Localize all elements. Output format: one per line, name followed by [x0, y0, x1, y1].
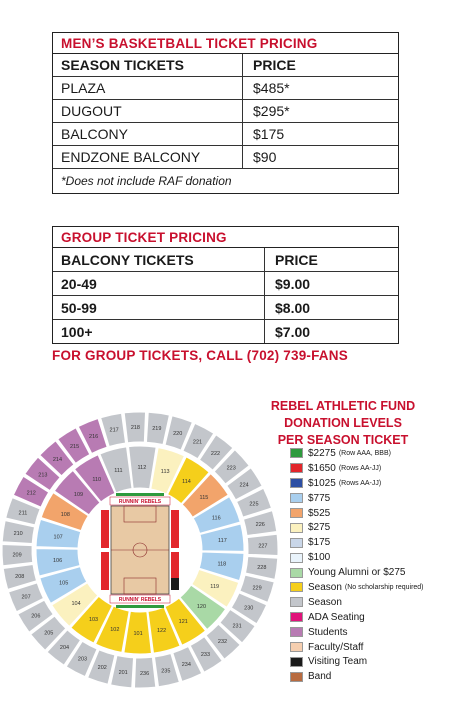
section-label: 209	[12, 552, 22, 559]
section-label: 104	[71, 600, 81, 607]
legend-swatch	[290, 463, 303, 473]
section-label: 228	[257, 564, 267, 571]
legend-label: $100	[308, 552, 331, 564]
section-label: 221	[192, 439, 203, 446]
legend-item	[290, 535, 450, 550]
legend-label: $175	[308, 537, 331, 549]
table-row	[53, 272, 398, 296]
section-label: 235	[161, 668, 171, 675]
section-label: 103	[88, 616, 99, 623]
section-label: 201	[118, 669, 128, 676]
header-balcony-tickets: BALCONY TICKETS	[53, 248, 265, 271]
courtside-row-top	[116, 493, 164, 496]
section-label: 212	[26, 490, 36, 497]
legend-label: Students	[308, 626, 348, 638]
table-row	[53, 320, 398, 343]
section-label: 208	[15, 573, 25, 580]
legend-label: Faculty/Staff	[308, 641, 364, 653]
section-label: 225	[249, 501, 259, 508]
section-label: 213	[38, 472, 48, 479]
legend-swatch	[290, 478, 303, 488]
legend-item	[290, 550, 450, 565]
floor-seats-right-top	[171, 510, 179, 548]
legend-item	[290, 610, 450, 625]
header-price: PRICE	[253, 57, 296, 73]
section-label: 236	[139, 670, 150, 677]
table-row	[53, 146, 398, 169]
section-label: 227	[258, 543, 268, 550]
section-label: 205	[44, 630, 54, 637]
legend-swatch	[290, 568, 303, 578]
section-label: 112	[137, 465, 147, 472]
legend-title-line: DONATION LEVELS	[284, 416, 402, 430]
raf-footnote: *Does not include RAF donation	[61, 174, 232, 188]
group-size: 50-99	[53, 296, 265, 319]
section-label: 231	[232, 623, 242, 630]
donation-legend	[290, 446, 450, 684]
ticket-name: ENDZONE BALCONY	[53, 146, 243, 168]
section-label: 110	[92, 477, 102, 484]
legend-label: Band	[308, 671, 332, 683]
legend-note: (Rows AA-JJ)	[338, 479, 382, 487]
group-price: $7.00	[275, 323, 311, 340]
floor-seats-left-top	[101, 510, 109, 548]
legend-swatch	[290, 582, 303, 592]
legend-swatch	[290, 642, 303, 652]
legend-item	[290, 595, 450, 610]
court-label-top: RUNNIN' REBELS	[118, 499, 162, 505]
table-row	[53, 123, 398, 146]
section-label: 222	[210, 450, 221, 457]
section-label: 204	[59, 645, 70, 652]
mens-table-header	[53, 54, 398, 77]
legend-swatch	[290, 597, 303, 607]
mens-table-title: MEN’S BASKETBALL TICKET PRICING	[53, 33, 398, 54]
legend-item	[290, 491, 450, 506]
ticket-price: $90	[253, 149, 277, 165]
section-label: 211	[18, 510, 28, 517]
section-label: 115	[199, 495, 209, 502]
legend-title	[254, 398, 432, 449]
section-label: 118	[217, 561, 227, 568]
section-label: 210	[13, 531, 23, 538]
section-label: 218	[130, 425, 141, 432]
legend-item	[290, 461, 450, 476]
section-label: 216	[89, 434, 99, 441]
legend-label: $275	[308, 522, 331, 534]
courtside-row-bottom	[116, 605, 164, 608]
ticket-name: PLAZA	[53, 77, 243, 99]
legend-label: $1650	[308, 462, 336, 474]
group-pricing-table	[52, 226, 399, 344]
section-label: 220	[173, 430, 183, 437]
section-label: 215	[69, 443, 80, 450]
section-label: 207	[21, 594, 31, 601]
legend-label: $775	[308, 492, 331, 504]
group-size: 100+	[53, 320, 265, 343]
ticket-name: DUGOUT	[53, 100, 243, 122]
legend-swatch	[290, 672, 303, 682]
legend-swatch	[290, 508, 303, 518]
legend-label: $525	[308, 507, 331, 519]
section-label: 223	[226, 465, 236, 472]
ticket-name: BALCONY	[53, 123, 243, 145]
section-label: 117	[218, 538, 227, 545]
legend-swatch	[290, 553, 303, 563]
arena-seating-map	[0, 380, 280, 700]
section-label: 106	[53, 557, 63, 564]
group-tickets-phone: FOR GROUP TICKETS, CALL (702) 739-FANS	[52, 348, 348, 363]
legend-note: (Rows AA-JJ)	[338, 464, 382, 472]
section-label: 107	[53, 534, 63, 541]
section-label: 219	[152, 426, 162, 433]
section-label: 121	[178, 618, 188, 625]
section-label: 232	[217, 639, 228, 646]
legend-label: Visiting Team	[308, 656, 368, 668]
legend-label: Young Alumni or $275	[308, 567, 406, 579]
ticket-price: $175	[253, 126, 285, 142]
section-label: 120	[196, 603, 207, 610]
section-label: 102	[110, 627, 120, 634]
legend-item	[290, 476, 450, 491]
section-label: 114	[182, 479, 191, 486]
legend-label: Season	[308, 581, 342, 593]
section-label: 224	[239, 482, 249, 489]
section-label: 234	[181, 661, 191, 668]
group-price: $9.00	[275, 275, 311, 292]
section-label: 206	[31, 613, 41, 620]
group-table-title: GROUP TICKET PRICING	[53, 227, 398, 248]
section-label: 202	[97, 665, 107, 672]
section-label: 229	[252, 585, 262, 592]
section-label: 111	[114, 467, 123, 474]
section-label: 217	[109, 427, 119, 434]
section-label: 101	[133, 630, 143, 637]
legend-item	[290, 506, 450, 521]
legend-item	[290, 565, 450, 580]
court-label-bottom: RUNNIN' REBELS	[118, 597, 162, 603]
mens-pricing-table	[52, 32, 399, 194]
section-label: 119	[210, 584, 220, 591]
legend-swatch	[290, 612, 303, 622]
legend-label: Season	[308, 596, 342, 608]
legend-swatch	[290, 538, 303, 548]
legend-item	[290, 640, 450, 655]
section-label: 226	[255, 522, 265, 529]
table-row	[53, 100, 398, 123]
visiting-team-bench	[171, 578, 179, 590]
floor-seats-right-mid	[171, 552, 179, 578]
legend-swatch	[290, 523, 303, 533]
legend-item	[290, 669, 450, 684]
legend-item	[290, 446, 450, 461]
legend-title-line: PER SEASON TICKET	[277, 433, 409, 447]
basketball-court	[101, 493, 179, 608]
section-label: 113	[160, 468, 170, 475]
section-label: 105	[59, 580, 69, 587]
legend-label: ADA Seating	[308, 611, 365, 623]
ticket-price: $295*	[253, 103, 290, 119]
legend-note: (Row AAA, BBB)	[338, 449, 391, 457]
legend-label: $1025	[308, 477, 336, 489]
floor-seats-left-bottom	[101, 552, 109, 590]
legend-swatch	[290, 657, 303, 667]
section-label: 122	[156, 628, 167, 635]
section-label: 203	[77, 656, 88, 663]
table-row	[53, 77, 398, 100]
group-price: $8.00	[275, 299, 311, 316]
section-label: 109	[73, 492, 84, 499]
group-table-header	[53, 248, 398, 272]
section-label: 116	[211, 515, 221, 522]
legend-title-line: REBEL ATHLETIC FUND	[270, 399, 416, 413]
table-row	[53, 296, 398, 320]
ticket-price: $485*	[253, 80, 290, 96]
legend-item	[290, 580, 450, 595]
legend-swatch	[290, 448, 303, 458]
section-label: 233	[200, 652, 211, 659]
section-label: 230	[244, 605, 254, 612]
header-season-tickets: SEASON TICKETS	[53, 54, 243, 76]
legend-item	[290, 625, 450, 640]
legend-swatch	[290, 627, 303, 637]
header-price: PRICE	[275, 251, 318, 268]
section-label: 108	[60, 511, 70, 518]
legend-swatch	[290, 493, 303, 503]
section-label: 214	[52, 456, 63, 463]
legend-note: (No scholarship required)	[344, 583, 424, 591]
legend-item	[290, 520, 450, 535]
legend-item	[290, 654, 450, 669]
legend-label: $2275	[308, 447, 336, 459]
group-size: 20-49	[53, 272, 265, 295]
